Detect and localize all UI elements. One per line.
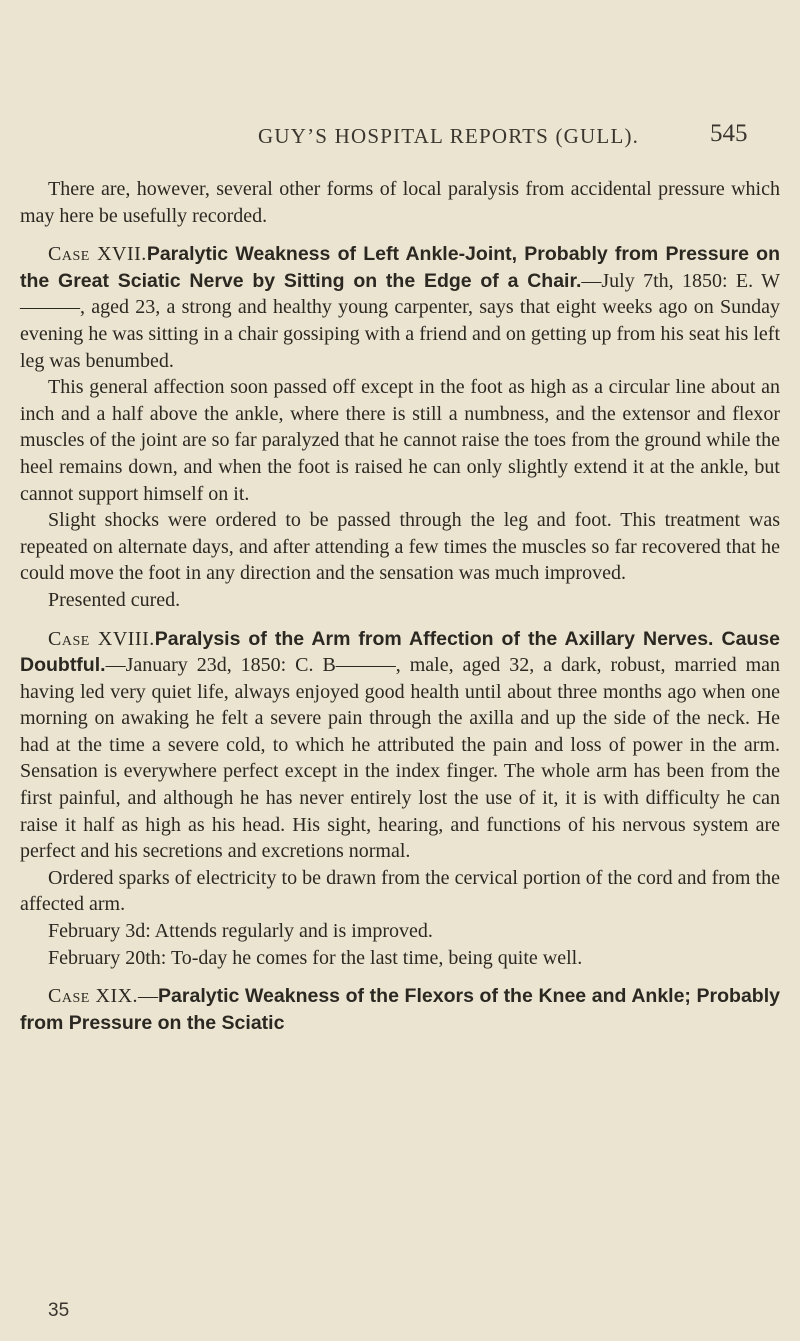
- case-18-title: Paralysis of the Arm from Affection of the Axillary Nerves. Cause Doubtful.: [20, 627, 781, 677]
- signature-mark: 35: [48, 1300, 70, 1321]
- body-text: [20, 176, 780, 1036]
- case-18-intro: —January 23d, 1850: C. B———, male, aged 32, a dark, robust, married man having led very quiet life, always enjoyed good health until about three months ago when one morning on awaking he felt a severe pain through the axilla and up the side of the neck. He had at the time a severe cold, to which he attributed the pain and loss of power in the arm. Sensation is everywhere perfect except in the index finger. The whole arm has been from the first painful, and although he has never entirely lost the use of it, it is with difficulty he can raise it half as high as his head. His sight, hearing, and functions of his nervous system are perfect and his secretions and excretions normal.: [20, 654, 780, 863]
- case-18-paragraph-3: February 3d: Attends regularly and is improved.: [48, 920, 433, 943]
- case-17-intro: —July 7th, 1850: E. W———, aged 23, a strong and healthy young carpenter, says that eight weeks ago on Sunday evening he was sitting in a chair gossiping with a friend and on getting up from his seat his left leg was benumbed.: [20, 269, 781, 372]
- case-19-heading-paragraph: [20, 983, 780, 1036]
- case-18-number: Case XVIII.: [48, 627, 155, 650]
- case-19-title: Paralytic Weakness of the Flexors of the Knee and Ankle; Probably from Pressure on the Sciatic: [20, 985, 780, 1034]
- page-number: 545: [710, 120, 748, 147]
- case-17-title: Paralytic Weakness of Left Ankle-Joint, Probably from Pressure on the Great Sciatic Nerve by Sitting on the Edge of a Chair.: [20, 243, 781, 292]
- case-19-number: Case XIX.: [48, 985, 139, 1008]
- case-17-paragraph-2: This general affection soon passed off except in the foot as high as a circular line about an inch and a half above the ankle, where there is still a numbness, and the extensor and flexor muscles of the joint are so far paralyzed that he cannot raise the toes from the ground while the heel remains down, and when the foot is raised he can only slightly extend it at the ankle, but cannot support himself on it.: [20, 376, 780, 505]
- case-19-dash: —: [138, 985, 159, 1008]
- case-17-heading-paragraph: [20, 241, 780, 374]
- running-head: GUY’S HOSPITAL REPORTS (GULL).: [258, 124, 640, 148]
- case-17-paragraph-3: Slight shocks were ordered to be passed through the leg and foot. This treatment was repeated on alternate days, and after attending a few times the muscles so far recovered that he could move the foot in any direction and the sensation was much improved.: [20, 509, 780, 585]
- case-18-heading-paragraph: [20, 626, 780, 865]
- case-17-paragraph-4: Presented cured.: [48, 588, 181, 611]
- case-18-paragraph-4: February 20th: To-day he comes for the last time, being quite well.: [48, 946, 583, 969]
- case-17-number: Case XVII.: [48, 243, 147, 266]
- case-18-paragraph-2: Ordered sparks of electricity to be drawn from the cervical portion of the cord and from the affected arm.: [20, 866, 780, 916]
- intro-paragraph: There are, however, several other forms of local paralysis from accidental pressure which may here be usefully recorded.: [20, 178, 780, 227]
